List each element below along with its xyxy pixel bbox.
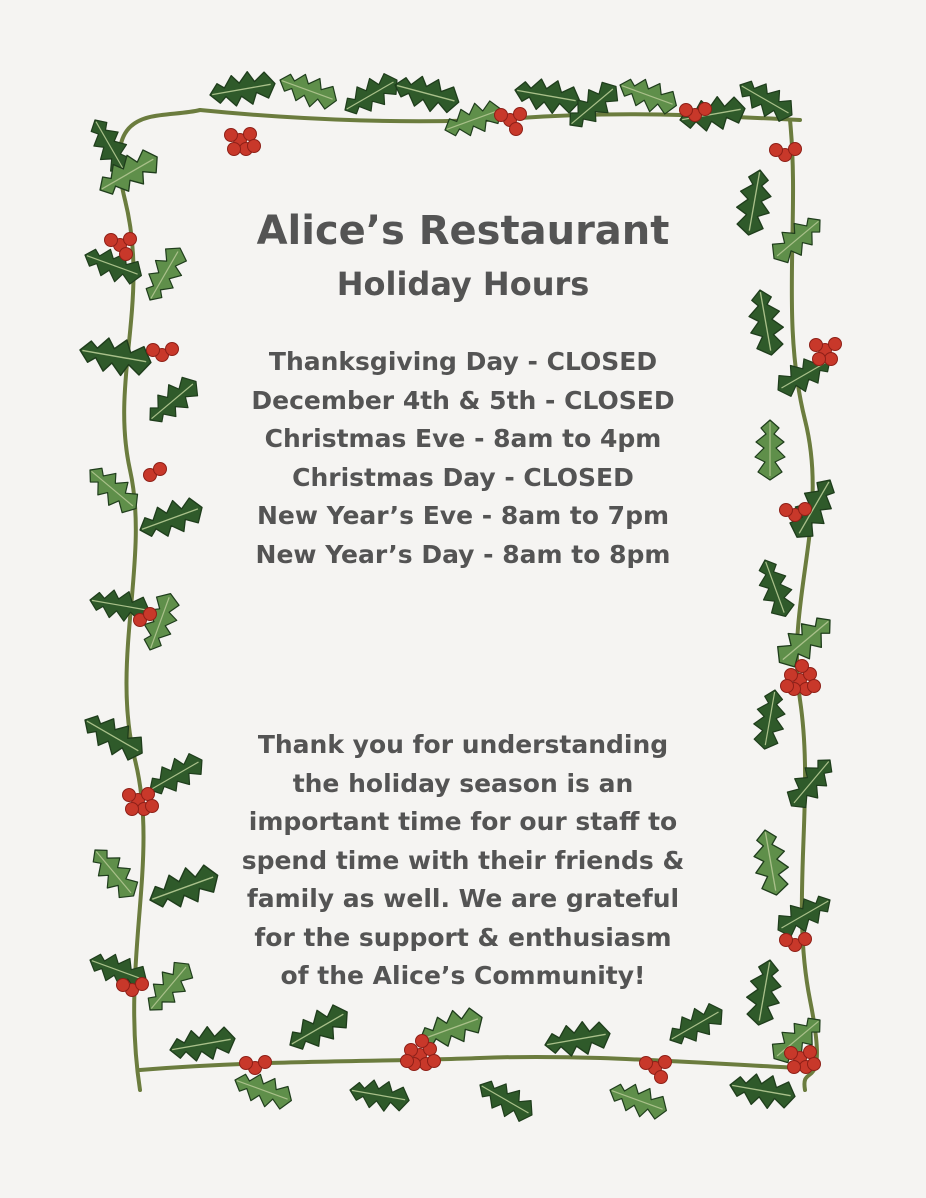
message-line: the holiday season is an: [292, 768, 634, 798]
holly-berry: [780, 504, 793, 517]
hours-item-christmas-day: Christmas Day - CLOSED: [292, 462, 634, 492]
holly-berry: [810, 339, 823, 352]
holly-leaf: [391, 69, 463, 118]
holly-berry: [117, 979, 130, 992]
holly-leaf: [751, 555, 800, 622]
holly-berry: [240, 1057, 253, 1070]
holly-berry: [244, 128, 257, 141]
holly-berry: [781, 680, 794, 693]
holly-berry: [699, 103, 712, 116]
holly-berry: [166, 343, 179, 356]
holly-berry: [105, 234, 118, 247]
holly-berry: [655, 1071, 668, 1084]
holly-leaf: [140, 370, 205, 432]
holly-berry: [142, 788, 155, 801]
hours-item-thanksgiving: Thanksgiving Day - CLOSED: [268, 347, 658, 376]
holly-leaf: [727, 1069, 798, 1113]
holly-leaf: [134, 492, 207, 546]
holly-leaf: [282, 998, 356, 1060]
message-line: important time for our staff to: [248, 807, 678, 836]
holly-leaf: [732, 167, 776, 238]
holly-berry: [428, 1055, 441, 1068]
holly-leaf: [750, 687, 790, 751]
holly-leaf: [742, 957, 786, 1028]
holly-leaf: [764, 209, 829, 271]
holly-berry: [228, 143, 241, 156]
holly-berry: [799, 503, 812, 516]
holly-berry: [120, 248, 133, 261]
holly-berry: [770, 144, 783, 157]
holly-berry: [640, 1057, 653, 1070]
message-line: for the support & enthusiasm: [254, 922, 672, 952]
vine-stem: [140, 1057, 800, 1070]
holly-berry: [789, 143, 802, 156]
holly-berry: [248, 140, 261, 153]
holly-leaf: [207, 67, 278, 111]
thank-you-message: [198, 726, 728, 996]
hours-item-new-years-eve: New Year’s Eve - 8am to 7pm: [256, 501, 670, 530]
holly-berry: [796, 660, 809, 673]
holly-leaf: [77, 332, 154, 380]
holly-leaf: [347, 1075, 411, 1115]
holly-berry: [804, 1046, 817, 1059]
holly-berry: [146, 800, 159, 813]
message-line: family as well. We are grateful: [246, 884, 680, 913]
holly-leaf: [749, 827, 793, 898]
holly-leaf: [780, 750, 842, 815]
holly-berry: [401, 1055, 414, 1068]
holiday-hours-subtitle: Holiday Hours: [336, 265, 590, 303]
holly-leaf: [473, 1072, 540, 1128]
holly-berry: [799, 933, 812, 946]
holly-leaf: [663, 997, 730, 1053]
holly-berry: [136, 978, 149, 991]
holly-berry: [495, 109, 508, 122]
holly-leaf: [137, 241, 193, 308]
message-line: spend time with their friends &: [241, 845, 685, 875]
holly-leaf: [542, 1017, 613, 1061]
holly-berry: [259, 1056, 272, 1069]
holly-berry: [124, 233, 137, 246]
holly-leaf: [755, 420, 785, 480]
message-line: of the Alice’s Community!: [280, 961, 646, 990]
holly-berry: [808, 680, 821, 693]
holly-leaf: [275, 66, 342, 115]
restaurant-name-title: Alice’s Restaurant: [256, 208, 670, 254]
holly-berry: [829, 338, 842, 351]
holly-berry: [510, 123, 523, 136]
hours-item-christmas-eve: Christmas Eve - 8am to 4pm: [264, 424, 662, 453]
holly-berry: [780, 934, 793, 947]
holly-berry: [813, 353, 826, 366]
holiday-hours-list: [213, 343, 713, 574]
holly-berry: [144, 608, 157, 621]
holly-berry: [785, 1047, 798, 1060]
message-line: Thank you for understanding: [257, 730, 669, 759]
holly-berry: [416, 1035, 429, 1048]
holly-berry: [808, 1058, 821, 1071]
holly-leaf: [744, 287, 788, 358]
holly-berry: [680, 104, 693, 117]
holly-leaf: [167, 1022, 238, 1066]
hours-item-new-years-day: New Year’s Day - 8am to 8pm: [255, 539, 671, 569]
holly-berry: [825, 353, 838, 366]
holly-leaf: [77, 706, 151, 768]
holly-berry: [154, 463, 167, 476]
holly-leaf: [80, 241, 147, 290]
holly-leaf: [338, 67, 405, 123]
holly-leaf: [230, 1066, 297, 1115]
holly-berry: [659, 1056, 672, 1069]
holly-leaf: [84, 840, 146, 905]
holly-berry: [147, 344, 160, 357]
holly-berry: [788, 1061, 801, 1074]
holly-berry: [123, 789, 136, 802]
holly-berry: [225, 129, 238, 142]
hours-item-december-4-5: December 4th & 5th - CLOSED: [251, 385, 675, 415]
holly-berry: [514, 108, 527, 121]
holly-berry: [126, 803, 139, 816]
